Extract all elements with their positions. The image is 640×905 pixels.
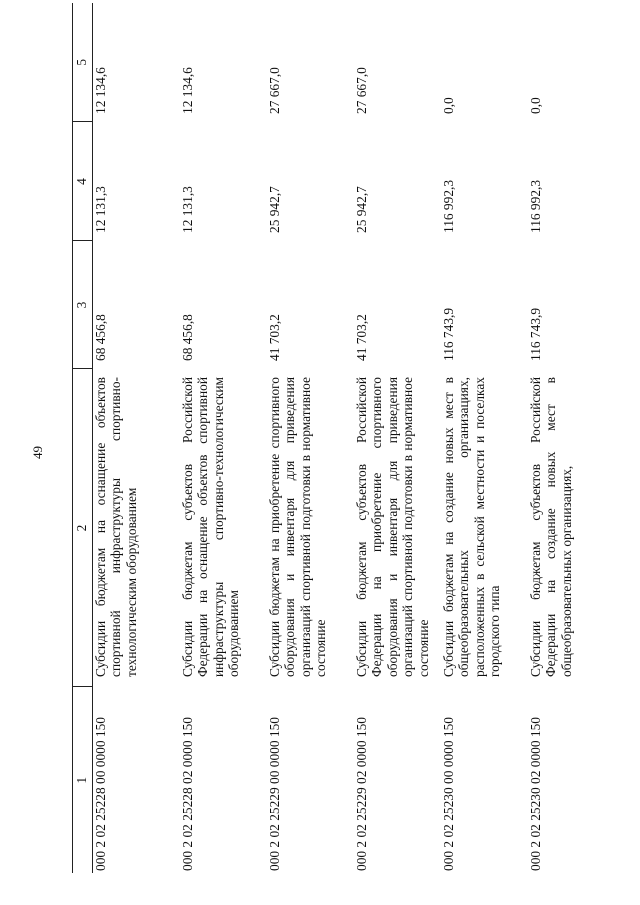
amount-col-4: 25 942,7	[353, 186, 369, 233]
subsidy-description: Субсидии бюджетам на приобретение спортивного оборудования и инвентаря для приведения организаций спортивной подготовки в нормативное состояние	[266, 377, 329, 677]
budget-table-frame	[72, 3, 598, 873]
table-row	[354, 3, 441, 873]
amount-col-4: 116 992,3	[440, 179, 456, 233]
budget-code: 000 2 02 25228 00 0000 150	[92, 717, 108, 871]
subsidy-description: Субсидии бюджетам субъектов Российской Федерации на оснащение объектов спортивной инфраструктуры спортивно-технологическим оборудованием	[179, 377, 242, 677]
budget-code: 000 2 02 25229 02 0000 150	[353, 717, 369, 871]
header-col-1: 1	[73, 687, 93, 873]
table-row	[92, 3, 180, 873]
header-row	[73, 3, 93, 873]
subsidy-description: Субсидии бюджетам на оснащение объектов спортивной инфраструктуры спортивно-технологическим оборудованием	[92, 377, 139, 677]
table-header	[73, 3, 93, 873]
amount-col-4: 12 131,3	[179, 186, 195, 233]
amount-col-4: 25 942,7	[266, 186, 282, 233]
header-col-5: 5	[73, 3, 93, 122]
budget-code: 000 2 02 25230 02 0000 150	[527, 717, 543, 871]
subsidy-description: Субсидии бюджетам на создание новых мест в общеобразовательных организациях, расположенных в сельской местности и поселках городского типа	[440, 377, 503, 677]
amount-col-3: 68 456,8	[92, 314, 108, 361]
amount-col-3: 41 703,2	[266, 314, 282, 361]
page-number: 49	[30, 446, 45, 459]
budget-table	[72, 3, 598, 873]
budget-code: 000 2 02 25228 02 0000 150	[179, 717, 195, 871]
header-col-2: 2	[73, 369, 93, 687]
amount-col-3: 41 703,2	[353, 314, 369, 361]
amount-col-5: 12 134,6	[92, 67, 108, 114]
amount-col-5: 27 667,0	[266, 67, 282, 114]
amount-col-5: 12 134,6	[179, 67, 195, 114]
table-row	[180, 3, 267, 873]
amount-col-3: 68 456,8	[179, 314, 195, 361]
amount-col-4: 116 992,3	[527, 179, 543, 233]
subsidy-description: Субсидии бюджетам субъектов Российской Федерации на создание новых мест в общеобразовательных организациях,	[527, 377, 574, 677]
table-row	[441, 3, 528, 873]
amount-col-5: 27 667,0	[353, 67, 369, 114]
subsidy-description: Субсидии бюджетам субъектов Российской Федерации на приобретение спортивного оборудования и инвентаря для приведения организаций спортивной подготовки в нормативное состояние	[353, 377, 431, 677]
header-col-4: 4	[73, 122, 93, 241]
amount-col-3: 116 743,9	[440, 307, 456, 361]
amount-col-3: 116 743,9	[527, 307, 543, 361]
table-body	[92, 3, 598, 873]
budget-code: 000 2 02 25230 00 0000 150	[440, 717, 456, 871]
table-row	[267, 3, 354, 873]
amount-col-5: 0,0	[527, 97, 543, 114]
amount-col-5: 0,0	[440, 97, 456, 114]
budget-code: 000 2 02 25229 00 0000 150	[266, 717, 282, 871]
amount-col-4: 12 131,3	[92, 186, 108, 233]
table-row	[528, 3, 598, 873]
header-col-3: 3	[73, 241, 93, 369]
